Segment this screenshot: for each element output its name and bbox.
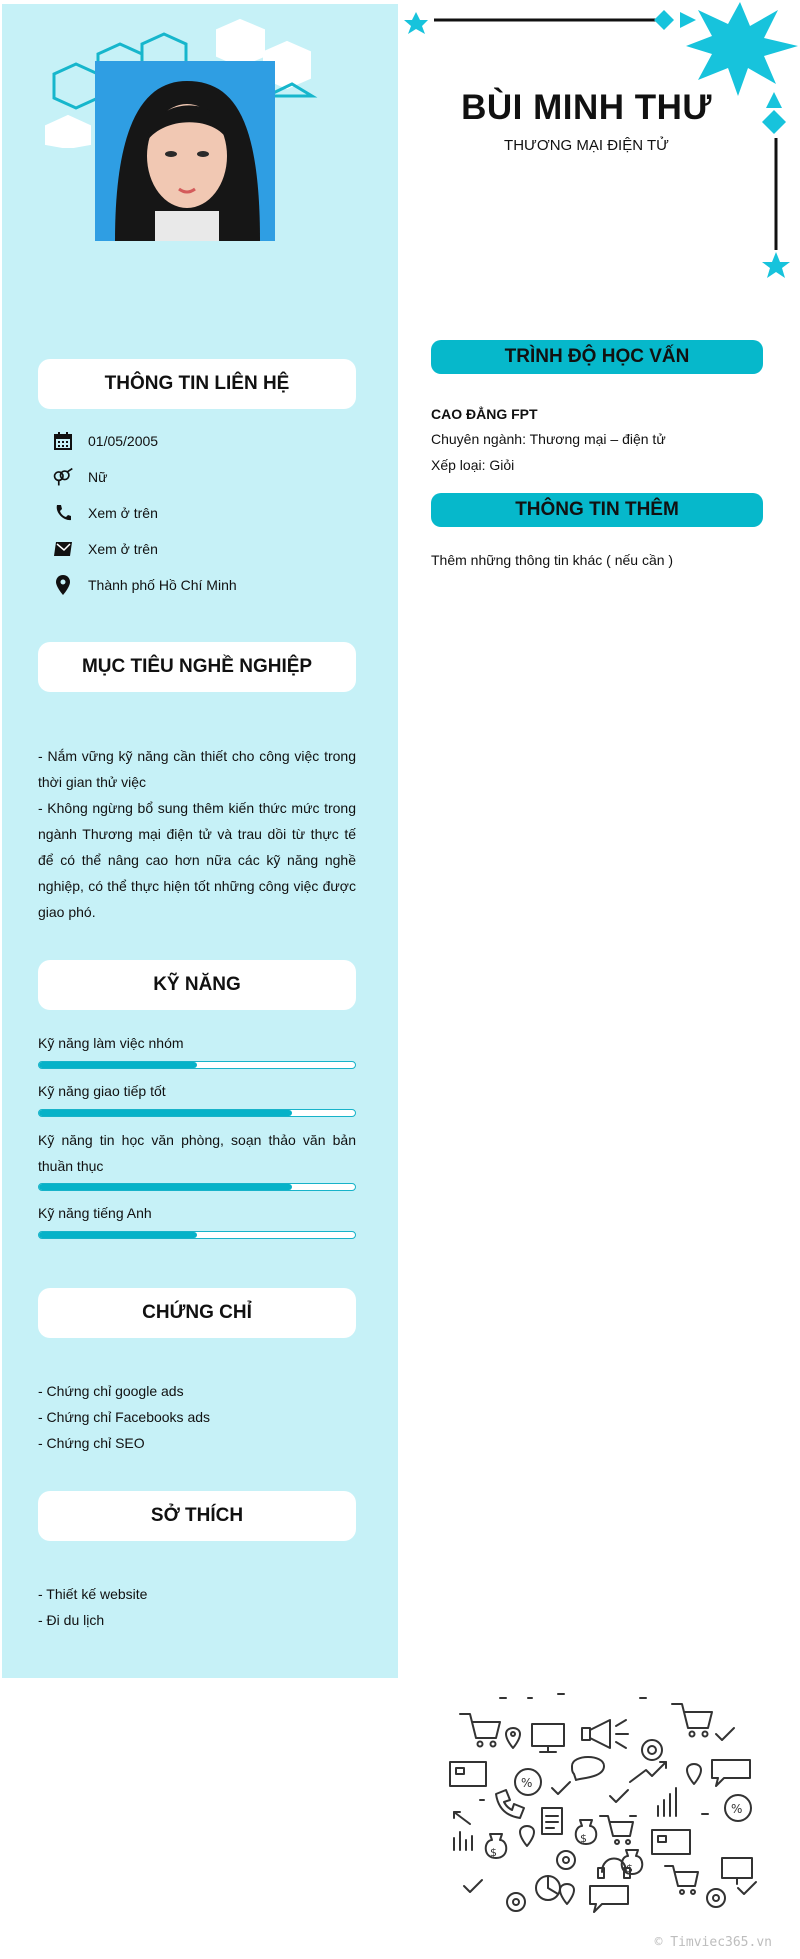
- hobbies-list: [38, 1581, 147, 1633]
- email-text: Xem ở trên: [88, 541, 158, 557]
- contact-heading: THÔNG TIN LIÊN HỆ: [38, 359, 356, 409]
- phone-icon: [52, 502, 74, 524]
- extra-info-text: Thêm những thông tin khác ( nếu cần ): [431, 552, 674, 568]
- skill-label: Kỹ năng tiếng Anh: [38, 1205, 152, 1221]
- address-text: Thành phố Hồ Chí Minh: [88, 577, 237, 593]
- hobbies-heading: SỞ THÍCH: [38, 1491, 356, 1541]
- contact-phone: [52, 501, 158, 525]
- candidate-title: THƯƠNG MẠI ĐIỆN TỬ: [504, 137, 669, 154]
- objective-text: [38, 743, 356, 925]
- skill-bar: [38, 1183, 356, 1191]
- contact-address: [52, 573, 237, 597]
- candidate-name: BÙI MINH THƯ: [461, 88, 712, 127]
- objective-line: - Nắm vững kỹ năng cần thiết cho công việc trong thời gian thử việc: [38, 748, 356, 790]
- skill-bar-fill: [39, 1062, 197, 1068]
- skill-bar-fill: [39, 1184, 292, 1190]
- contact-gender: [52, 465, 107, 489]
- contact-email: [52, 537, 158, 561]
- burst-icon: [686, 2, 798, 96]
- objective-heading: MỤC TIÊU NGHỀ NGHIỆP: [38, 642, 356, 692]
- location-pin-icon: [52, 574, 74, 596]
- extra-info-heading: THÔNG TIN THÊM: [431, 493, 763, 527]
- contact-birthday: [52, 429, 158, 453]
- birthday-text: 01/05/2005: [88, 433, 159, 449]
- list-item: - Chứng chỉ Facebooks ads: [38, 1409, 211, 1425]
- school-name: CAO ĐẲNG FPT: [431, 406, 538, 422]
- skill-bar: [38, 1109, 356, 1117]
- watermark: © Timviec365.vn: [654, 1935, 772, 1950]
- gender-icon: [52, 466, 74, 488]
- envelope-icon: [52, 538, 74, 560]
- svg-text:%: %: [731, 1802, 743, 1816]
- ecommerce-illustration: [440, 1690, 770, 1925]
- profile-photo: [95, 61, 275, 241]
- skill-label: Kỹ năng giao tiếp tốt: [38, 1083, 166, 1099]
- skill-label: Kỹ năng làm việc nhóm: [38, 1035, 184, 1051]
- svg-text:$: $: [490, 1846, 497, 1859]
- skill-bar: [38, 1061, 356, 1069]
- calendar-icon: [52, 430, 74, 452]
- skill-bar: [38, 1231, 356, 1239]
- education-heading: TRÌNH ĐỘ HỌC VẤN: [431, 340, 763, 374]
- list-item: - Chứng chỉ google ads: [38, 1383, 184, 1399]
- svg-text:$: $: [626, 1862, 633, 1875]
- list-item: - Chứng chỉ SEO: [38, 1435, 145, 1451]
- phone-text: Xem ở trên: [88, 505, 158, 521]
- skill-bar-fill: [39, 1110, 292, 1116]
- svg-text:%: %: [521, 1776, 533, 1790]
- star-icon: [404, 12, 428, 34]
- list-item: - Thiết kế website: [38, 1586, 148, 1602]
- skills-heading: KỸ NĂNG: [38, 960, 356, 1010]
- list-item: - Đi du lịch: [38, 1612, 105, 1628]
- certificates-heading: CHỨNG CHỈ: [38, 1288, 356, 1338]
- svg-text:$: $: [580, 1832, 587, 1845]
- skill-bar-fill: [39, 1232, 197, 1238]
- certificates-list: [38, 1378, 210, 1456]
- education-major: Chuyên ngành: Thương mại – điện tử: [431, 431, 666, 447]
- skill-label: Kỹ năng tin học văn phòng, soạn thảo văn bản thuần thục: [38, 1132, 356, 1174]
- objective-line: - Không ngừng bổ sung thêm kiến thức mức trong ngành Thương mại điện tử và trau dồi từ thực tế để có thể nâng cao hơn nữa các kỹ năng nghề nghiệp, có thể thực hiện tốt những công việc được giao phó.: [38, 800, 356, 920]
- gender-text: Nữ: [88, 469, 108, 485]
- education-grade: Xếp loại: Giỏi: [431, 457, 515, 473]
